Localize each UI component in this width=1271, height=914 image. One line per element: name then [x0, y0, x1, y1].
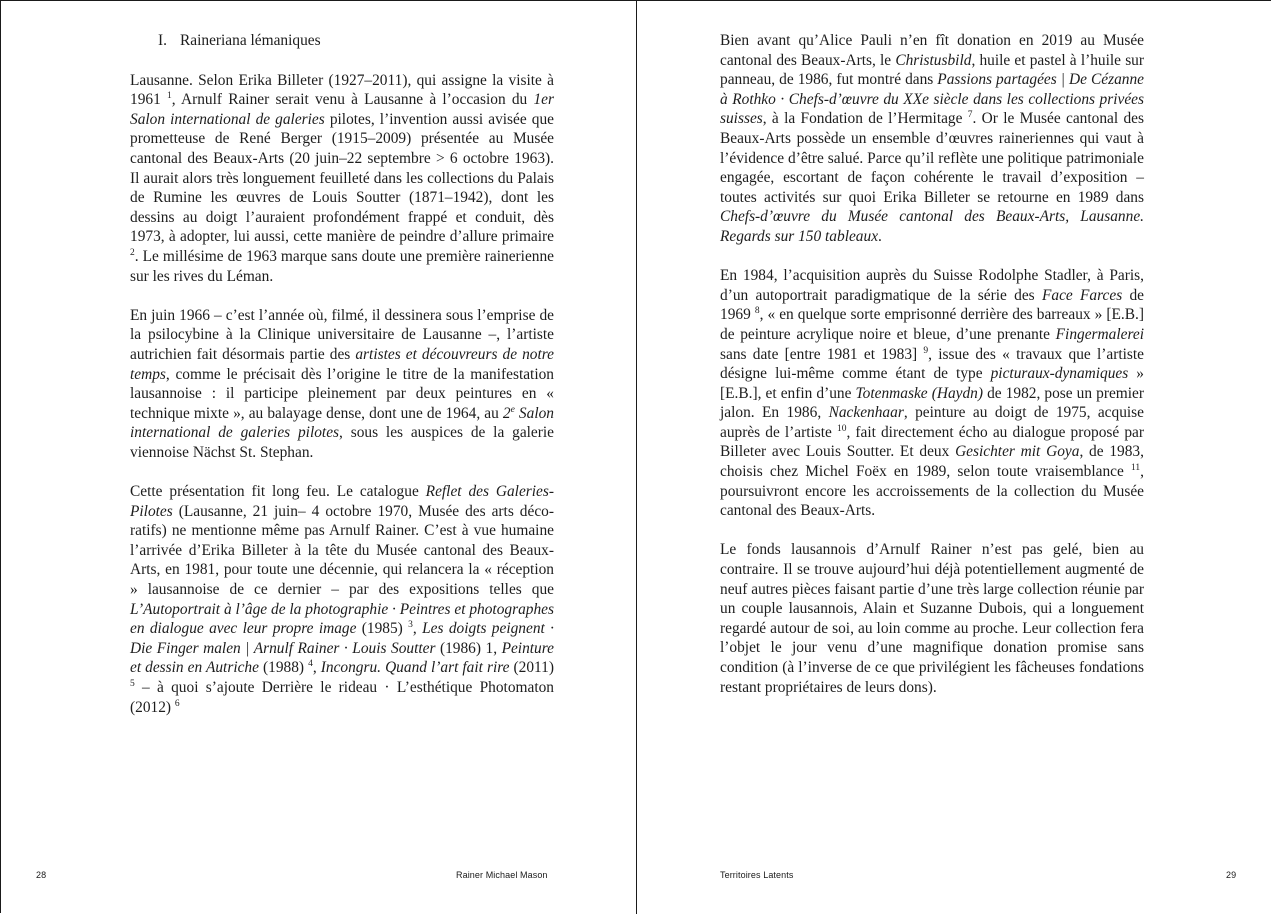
- italic-title: Totenmaske (Haydn): [855, 384, 983, 402]
- text-run: – à quoi s’ajoute Derrière le rideau · L’esthétique Photomaton (2012): [130, 679, 554, 716]
- paragraph: [130, 482, 554, 717]
- italic-title: Incongru. Quand l’art fait rire: [320, 659, 510, 677]
- text-run: . Or le Musée cantonal des Beaux-Arts possède un ensemble d’œuvres raineriennes qui vaut à l’évidence d’être salué. Parce qu’il reflète une politique patrimoniale engagée, escortant de façon cohérente le travail d’exposition – toutes activités sur quoi Erika Billeter se retourne en 1989 dans: [720, 110, 1144, 206]
- italic-title: Salon international de galeries pilotes: [130, 404, 554, 442]
- italic-title: Fingermalerei: [1055, 325, 1144, 343]
- text-run: sans date [entre 1981 et 1983]: [720, 345, 924, 363]
- text-run: , de 1983, choisis chez Michel Foëx en 1989, selon toute vraisemblance: [720, 443, 1144, 481]
- footnote-reference: 7: [967, 110, 973, 121]
- ordinal-superscript: e: [510, 404, 515, 415]
- text-run: pilotes, l’invention aussi avisée que prometteuse de René Berger (1915–2009) présentée au Musée cantonal des Beaux-Arts (20 juin–22 septembre > 6 octobre 1963). Il aurait alors très longuement feuilleté dans les collections du Palais de Rumine les œuvres de Louis Soutter (1871–1942), dont les dessins au doigt l’auraient profondément frappé et conduit, dès 1973, à adopter, lui aussi, cette manière de peindre d’allure primaire: [130, 110, 554, 246]
- left-page: [1, 1, 636, 914]
- text-run: Cette présentation fit long feu. Le catalogue: [130, 483, 426, 501]
- italic-title: Chefs-d’œuvre du Musée cantonal des Beaux-Arts, Lausanne. Regards sur 150 tableaux: [720, 208, 1144, 245]
- text-run: (Lausanne, 21 juin– 4 octobre 1970, Musée des arts décoratifs) ne mentionne même pas Arnulf Rainer. C’est à vue humaine l’arrivée d’Erika Billeter à la tête du Musée cantonal des Beaux-Arts, en 1981, pour toute une décennie, qui relancera la « réception » lausannoise de ce dernier – par des expositions telles que: [130, 502, 554, 599]
- text-run: » [E.B.], et enfin d’une: [720, 365, 1145, 402]
- text-run: , fait directement écho au dialogue proposé par Billeter avec Louis Soutter. Et deux: [720, 423, 1144, 461]
- italic-title: Passions partagées | De Cézanne à Rothko · Chefs-d’œuvre du XXe siècle dans les collections privées suisses: [720, 71, 1144, 128]
- text-run: , Arnulf Rainer serait venu à Lausanne à l’occasion du: [171, 91, 534, 109]
- text-run: , sous les auspices de la galerie viennoise Nächst St. Stephan.: [130, 424, 554, 461]
- text-run: (1988): [258, 659, 309, 677]
- italic-title: Face Farces: [1041, 286, 1123, 304]
- footnote-reference: 1: [167, 91, 172, 102]
- right-page: [637, 1, 1271, 914]
- page-number-left: 28: [36, 870, 47, 880]
- italic-title: picturaux-dynamiques: [990, 365, 1129, 383]
- text-run: , comme le précisait dès l’origine le titre de la manifestation lausannoise : il participe pleinement par deux peintures en « technique mixte », au balayage dense, dont une de 1964, au: [130, 365, 554, 422]
- paragraph: [720, 266, 1144, 521]
- footnote-reference: 3: [408, 620, 413, 631]
- text-run: En 1984, l’acquisition auprès du Suisse Rodolphe Stadler, à Paris, d’un autoportrait paradigmatique de la série des: [720, 267, 1144, 304]
- text-run: (1986) 1,: [435, 639, 502, 657]
- footnote-reference: 8: [754, 306, 760, 317]
- text-run: , huile et pastel à l’huile sur panneau, de 1986, fut montré dans: [720, 51, 1145, 89]
- text-run: .: [878, 227, 882, 245]
- italic-title: Gesichter mit Goya: [955, 443, 1080, 461]
- text-run: ,: [312, 659, 321, 677]
- footnote-reference: 11: [1130, 463, 1141, 474]
- section-heading: [158, 31, 554, 51]
- footnote-reference: 5: [130, 679, 135, 689]
- text-run: (1985): [356, 620, 409, 638]
- footnote-reference: 2: [130, 247, 135, 258]
- text-run: ,: [412, 620, 423, 638]
- text-run: (2011): [509, 659, 555, 677]
- text-run: Bien avant qu’Alice Pauli n’en fît donation en 2019 au Musée cantonal des Beaux-Arts, le: [720, 32, 1144, 69]
- right-text-column: [720, 31, 1144, 717]
- text-run: , à la Fondation de l’Hermitage: [762, 110, 968, 128]
- text-run: En juin 1966 – c’est l’année où, filmé, il dessinera sous l’emprise de la psilocybine à la Clinique universitaire de Lausanne –, l’artiste autrichien fait désormais partie des: [130, 306, 554, 363]
- text-run: de 1969: [720, 286, 1145, 324]
- text-run: , « en quelque sorte emprisonné derrière des barreaux » [E.B.] de peinture acrylique noire et bleue, d’une prenante: [720, 306, 1144, 343]
- text-run: , peinture au doigt de 1975, acquise auprès de l’artiste: [720, 404, 1145, 441]
- italic-title: L’Autoportrait à l’âge de la photographie · Peintres et photographes en dialogue avec leur propre image: [130, 600, 554, 638]
- footnote-reference: 4: [308, 659, 313, 670]
- page-number-right: 29: [1226, 870, 1237, 880]
- paragraph: [720, 540, 1144, 697]
- paragraph: [130, 71, 554, 287]
- text-run: . Le millésime de 1963 marque sans doute une première rainerienne sur les rives du Léman.: [130, 247, 554, 285]
- text-run: , issue des « travaux que l’artiste désigne lui-même comme étant de type: [720, 345, 1144, 383]
- italic-title: 2: [502, 404, 511, 422]
- running-head-author: Rainer Michael Mason: [456, 870, 548, 880]
- italic-title: Nackenhaar: [828, 404, 904, 422]
- text-run: Le fonds lausannois d’Arnulf Rainer n’est pas gelé, bien au contraire. Il se trouve aujourd’hui déjà potentiellement augmenté de neuf autres pièces faisant partie d’une très large collection réunie par un couple lausannois, Alain et Suzanne Dubois, qui a longuement regardé autour de soi, au loin comme au proche. Leur collection fera l’objet le jour venu d’une magnifique donation promise sans condition (à l’inverse de ce que privilégient les fâcheuses fondations restant propriétaires de leurs dons).: [720, 541, 1144, 696]
- paragraph: [720, 31, 1144, 247]
- italic-title: Peinture et dessin en Autriche: [130, 639, 554, 677]
- text-run: de 1982, pose un premier jalon. En 1986,: [720, 384, 1144, 422]
- italic-title: artistes et découvreurs de notre temps: [130, 345, 555, 383]
- left-text-column: [130, 31, 554, 737]
- section-title: Raineriana lémaniques: [180, 32, 321, 49]
- footnote-reference: 10: [836, 423, 847, 434]
- section-number: I.: [158, 32, 167, 49]
- text-run: , poursuivront encore les accroissements de la collection du Musée cantonal des Beaux-Arts.: [720, 463, 1144, 520]
- italic-title: Reflet des Galeries-Pilotes: [130, 483, 554, 520]
- text-run: Lausanne. Selon Erika Billeter (1927–2011), qui assigne la visite à 1961: [130, 71, 554, 109]
- running-head-title: Territoires Latents: [720, 870, 794, 880]
- italic-title: Les doigts peignent · Die Finger malen | Arnulf Rainer · Louis Soutter: [130, 620, 554, 657]
- paragraph: [130, 306, 554, 463]
- footnote-reference: 9: [923, 345, 929, 356]
- italic-title: Christusbild: [895, 51, 972, 69]
- italic-title: 1er Salon international de galeries: [130, 91, 554, 128]
- footnote-reference: 6: [174, 698, 180, 709]
